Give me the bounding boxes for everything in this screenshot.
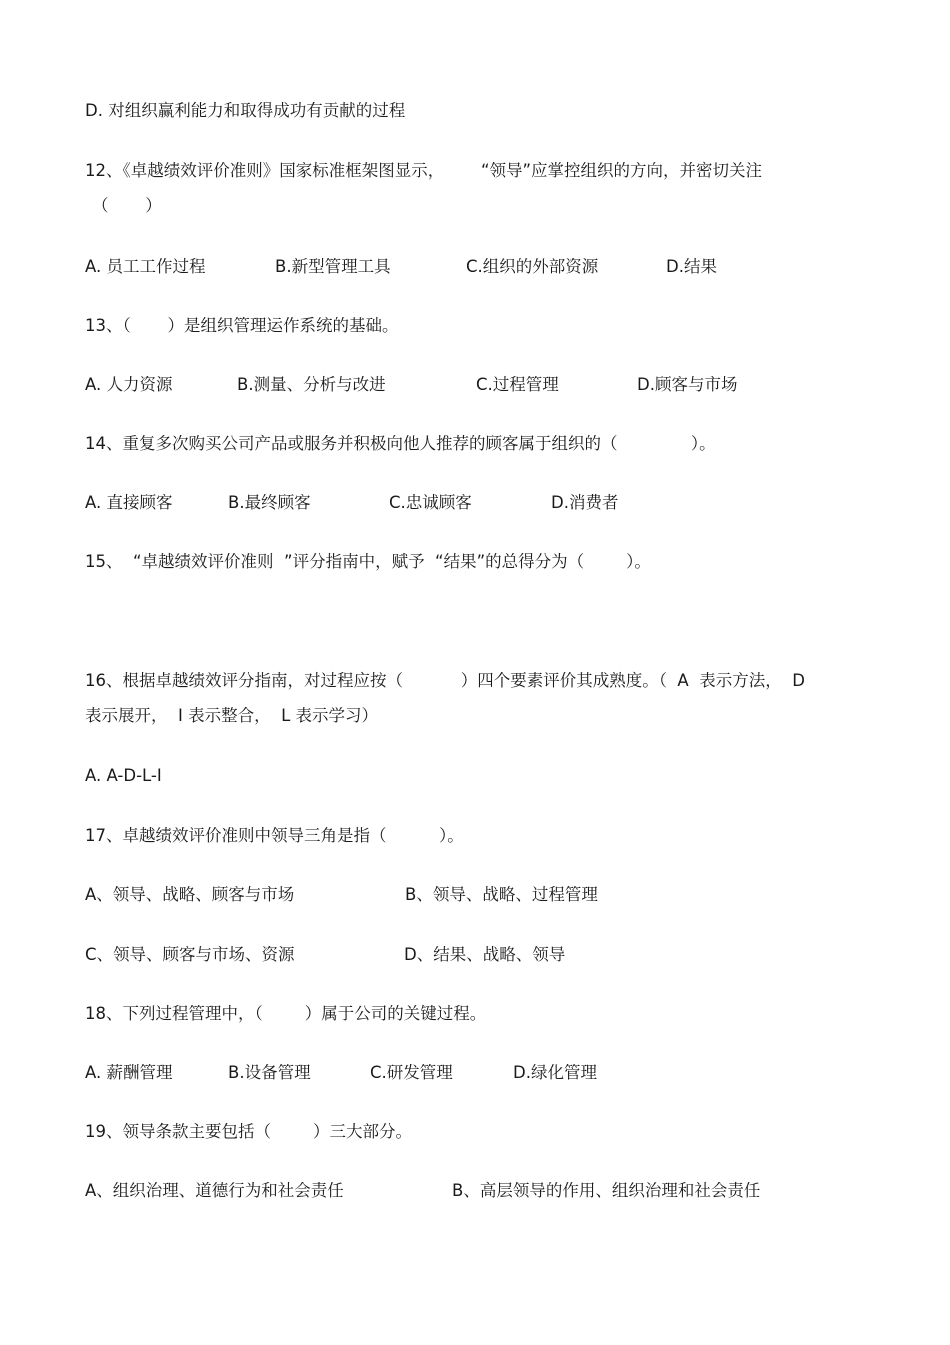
q14-option-a: A. 直接顾客 [85, 493, 173, 512]
q13-stem: 13、（ ）是组织管理运作系统的基础。 [85, 316, 399, 335]
q18-option-b: B.设备管理 [228, 1063, 311, 1082]
q13-option-a: A. 人力资源 [85, 375, 173, 394]
q17-option-a: A、领导、战略、顾客与市场 [85, 885, 295, 904]
q18-option-a: A. 薪酬管理 [85, 1063, 173, 1082]
q16-stem-line2: 表示展开， I 表示整合， L 表示学习） [85, 706, 379, 725]
q19-option-a: A、组织治理、道德行为和社会责任 [85, 1181, 344, 1200]
q16-stem-line1: 16、根据卓越绩效评分指南，对过程应按（ ）四个要素评价其成熟度。（ A 表示方法， D [85, 671, 805, 690]
q12-option-a: A. 员工工作过程 [85, 257, 206, 276]
q12-option-b: B.新型管理工具 [275, 257, 391, 276]
q18-option-c: C.研发管理 [370, 1063, 453, 1082]
q17-stem: 17、卓越绩效评价准则中领导三角是指（ ）。 [85, 826, 464, 845]
q13-option-b: B.测量、分析与改进 [237, 375, 386, 394]
q14-stem: 14、重复多次购买公司产品或服务并积极向他人推荐的顾客属于组织的（ ）。 [85, 434, 716, 453]
q14-option-d: D.消费者 [551, 493, 619, 512]
q12-option-d: D.结果 [666, 257, 717, 276]
q11-option-d: D. 对组织赢利能力和取得成功有贡献的过程 [85, 101, 406, 120]
q12-stem-line1: 12、《卓越绩效评价准则》国家标准框架图显示， “领导”应掌控组织的方向，并密切关注 [85, 161, 763, 180]
q17-option-b: B、领导、战略、过程管理 [405, 885, 598, 904]
q14-option-c: C.忠诚顾客 [389, 493, 472, 512]
q14-option-b: B.最终顾客 [228, 493, 311, 512]
q19-stem: 19、领导条款主要包括（ ）三大部分。 [85, 1122, 412, 1141]
q12-option-c: C.组织的外部资源 [466, 257, 599, 276]
q17-option-c: C、领导、顾客与市场、资源 [85, 945, 295, 964]
q16-option-a: A. A-D-L-I [85, 766, 162, 785]
q18-stem: 18、下列过程管理中，（ ）属于公司的关键过程。 [85, 1004, 487, 1023]
q19-option-b: B、高层领导的作用、组织治理和社会责任 [452, 1181, 761, 1200]
q13-option-c: C.过程管理 [476, 375, 559, 394]
q12-stem-line2: （ ） [92, 196, 162, 215]
q17-option-d: D、结果、战略、领导 [404, 945, 566, 964]
q15-stem: 15、 “卓越绩效评价准则 ”评分指南中，赋予 “结果”的总得分为（ ）。 [85, 552, 651, 571]
q18-option-d: D.绿化管理 [513, 1063, 597, 1082]
q13-option-d: D.顾客与市场 [637, 375, 738, 394]
